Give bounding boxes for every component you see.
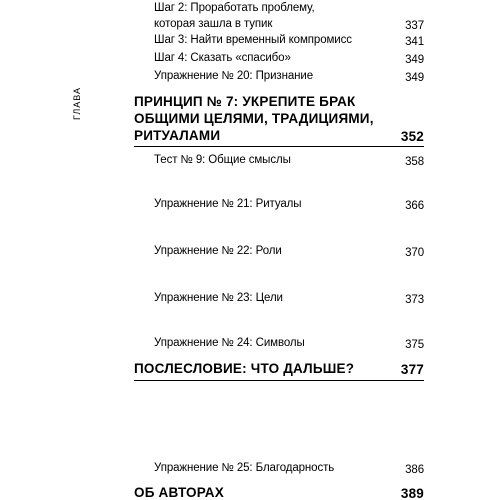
chapter-page: 352 — [400, 129, 424, 144]
chapter-title: ОБ АВТОРАХ — [134, 485, 224, 500]
toc-entry-exercise24 — [134, 335, 424, 351]
toc-entry-page: 349 — [405, 72, 424, 84]
toc-entry-page: 349 — [405, 54, 424, 66]
toc-entry-exercise21 — [134, 196, 424, 212]
chapter-title: ПОСЛЕСЛОВИЕ: ЧТО ДАЛЬШЕ? — [134, 361, 355, 376]
toc-chapter-about-authors — [134, 484, 424, 500]
toc-entry-page: 358 — [405, 156, 424, 168]
toc-entry-page: 375 — [405, 339, 424, 351]
toc-entry-exercise25 — [134, 460, 424, 476]
toc-entry-label: Шаг 2: Проработать проблему, которая зашла в тупик — [154, 2, 315, 30]
toc-entry-label: Упражнение № 20: Признание — [154, 70, 314, 82]
toc-entry-label: Шаг 4: Сказать «спасибо» — [154, 52, 291, 64]
toc-entry-test9 — [134, 152, 424, 168]
toc-entry-exercise20 — [134, 68, 424, 84]
toc-entry-step4 — [134, 50, 424, 66]
chapter-page: 377 — [400, 362, 424, 377]
toc-entry-label: Тест № 9: Общие смыслы — [154, 154, 291, 166]
toc-entry-page: 341 — [405, 36, 424, 48]
toc-entry-label: Шаг 3: Найти временный компромисс — [154, 34, 352, 46]
toc-entry-label: Упражнение № 25: Благодарность — [154, 462, 335, 474]
chapter-title: ПРИНЦИП № 7: УКРЕПИТЕ БРАК ОБЩИМИ ЦЕЛЯМИ, ТРАДИЦИЯМИ, РИТУАЛАМИ — [134, 94, 374, 143]
toc-entry-page: 370 — [405, 247, 424, 259]
chapter-page: 389 — [400, 486, 424, 500]
divider — [134, 146, 424, 147]
toc-entry-exercise22 — [134, 243, 424, 259]
toc-entry-page: 366 — [405, 200, 424, 212]
toc-entry-page: 337 — [405, 20, 424, 32]
toc-entry-label: Упражнение № 22: Роли — [154, 245, 282, 257]
toc-entry-exercise23 — [134, 290, 424, 306]
toc-entry-label: Упражнение № 23: Цели — [154, 292, 283, 304]
side-label: ГЛАВА — [72, 87, 82, 120]
toc-entry-step3 — [134, 32, 424, 48]
toc-chapter-principle7 — [134, 93, 424, 144]
toc-entry-label: Упражнение № 24: Символы — [154, 337, 305, 349]
toc-entry-page: 373 — [405, 294, 424, 306]
toc-chapter-afterword — [134, 360, 424, 377]
toc-entry-step2 — [134, 0, 424, 32]
divider — [134, 380, 424, 381]
toc-entry-label: Упражнение № 21: Ритуалы — [154, 198, 302, 210]
toc-entry-page: 386 — [405, 464, 424, 476]
